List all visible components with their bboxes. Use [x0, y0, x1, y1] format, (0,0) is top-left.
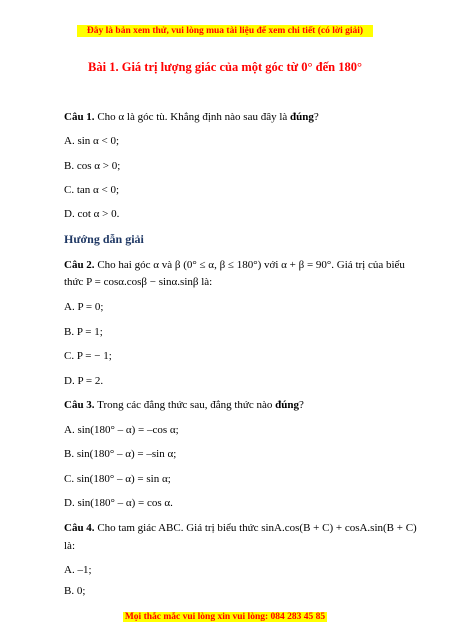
question-label: Câu 1.	[64, 111, 95, 123]
option-b: B. sin(180° – α) = –sin α;	[64, 448, 177, 460]
option-d: D. cot α > 0.	[64, 208, 120, 220]
question-end: ?	[298, 399, 304, 411]
option-c: C. sin(180° – α) = sin α;	[64, 473, 171, 485]
question-text: Trong các đẳng thức sau, đẳng thức nào	[94, 399, 276, 411]
option-a: A. P = 0;	[64, 301, 104, 313]
question-label: Câu 3.	[64, 399, 95, 411]
question-text: Cho hai góc α và β (0° ≤ α, β ≤ 180°) với α + β = 90°. Giá trị của biểu	[94, 259, 405, 271]
option-c: C. tan α < 0;	[64, 184, 120, 196]
option-a: A. sin α < 0;	[64, 135, 120, 147]
question-end: ?	[313, 111, 319, 123]
option-d: D. sin(180° – α) = cos α.	[64, 497, 173, 509]
option-a: A. sin(180° – α) = –cos α;	[64, 424, 179, 436]
question-4-cont: là:	[64, 540, 75, 552]
question-label: Câu 4.	[64, 522, 95, 534]
option-b: B. cos α > 0;	[64, 160, 121, 172]
question-3	[64, 398, 414, 412]
option-c: C. P = − 1;	[64, 350, 112, 362]
footer-text: Mọi thắc mắc vui lòng xin vui lòng: 084 283 45 85	[124, 612, 326, 622]
preview-banner: Đây là bản xem thử, vui lòng mua tài liệu để xem chi tiết (có lời giải)	[77, 25, 373, 37]
question-4	[64, 521, 417, 535]
option-b: B. 0;	[64, 585, 86, 597]
question-emphasis: đúng	[275, 399, 299, 411]
footer-contact	[0, 606, 450, 624]
question-text: Cho α là góc tù. Khẳng định nào sau đây là	[94, 111, 291, 123]
option-b: B. P = 1;	[64, 326, 103, 338]
question-label: Câu 2.	[64, 259, 95, 271]
question-2	[64, 258, 414, 272]
solution-heading: Hướng dẫn giải	[64, 232, 144, 246]
option-a: A. –1;	[64, 564, 92, 576]
option-d: D. P = 2.	[64, 375, 104, 387]
question-emphasis: đúng	[290, 111, 314, 123]
question-text: Cho tam giác ABC. Giá trị biểu thức sinA.cos(B + C) + cosA.sin(B + C)	[94, 522, 417, 534]
question-1	[64, 110, 414, 124]
question-2-cont: thức P = cosα.cosβ − sinα.sinβ là:	[64, 276, 213, 288]
lesson-title: Bài 1. Giá trị lượng giác của một góc từ 0° đến 180°	[88, 60, 362, 74]
